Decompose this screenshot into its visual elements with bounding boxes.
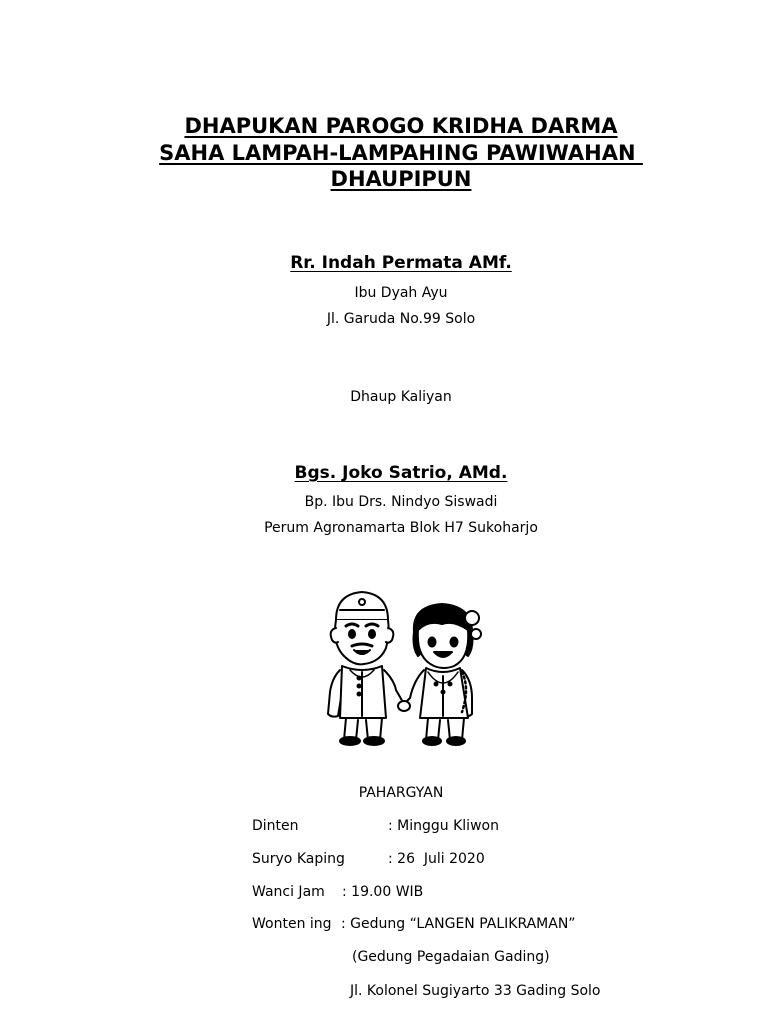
- bride-parents: Ibu Dyah Ayu: [354, 285, 448, 301]
- bride-name: Rr. Indah Permata AMf.: [290, 253, 512, 273]
- date-value: : 26 Juli 2020: [388, 851, 485, 867]
- document-title-line-2: SAHA LAMPAH-LAMPAHING PAWIWAHAN: [159, 141, 643, 165]
- event-heading: PAHARGYAN: [358, 785, 444, 801]
- day-label: Dinten: [252, 818, 299, 834]
- couple-illustration-icon: [322, 588, 502, 748]
- groom-address: Perum Agronamarta Blok H7 Sukoharjo: [264, 520, 538, 536]
- venue-value: : Gedung “LANGEN PALIKRAMAN”: [341, 916, 576, 932]
- time-label: Wanci Jam: [252, 884, 325, 900]
- time-value: : 19.00 WIB: [342, 884, 424, 900]
- date-label: Suryo Kaping: [252, 851, 345, 867]
- document-title-line-3: DHAUPIPUN: [330, 167, 472, 191]
- bride-address: Jl. Garuda No.99 Solo: [326, 311, 476, 327]
- venue-line-2: (Gedung Pegadaian Gading): [352, 949, 550, 965]
- day-value: : Minggu Kliwon: [388, 818, 499, 834]
- bride-figure: [402, 604, 481, 745]
- venue-label: Wonten ing: [252, 916, 332, 932]
- venue-line-3: Jl. Kolonel Sugiyarto 33 Gading Solo: [350, 983, 601, 999]
- connector-text: Dhaup Kaliyan: [350, 389, 452, 405]
- groom-name: Bgs. Joko Satrio, AMd.: [294, 463, 508, 483]
- groom-parents: Bp. Ibu Drs. Nindyo Siswadi: [304, 494, 498, 510]
- document-title-line-1: DHAPUKAN PAROGO KRIDHA DARMA: [184, 114, 618, 138]
- groom-figure: [328, 592, 404, 745]
